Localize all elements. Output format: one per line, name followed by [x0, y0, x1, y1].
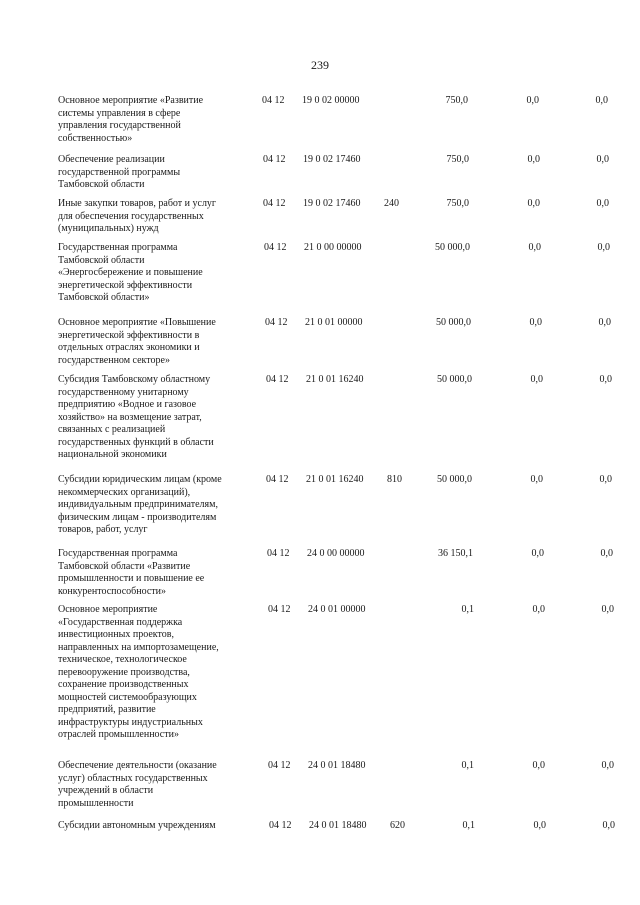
description-line: (муниципальных) нужд — [58, 223, 159, 234]
description-line: услуг) областных государственных — [58, 772, 208, 784]
amount-cell: 750,0 — [446, 154, 469, 165]
description-line: Субсидии юридическим лицам (кроме — [58, 474, 222, 485]
amount-cell: 36 150,1 — [438, 548, 473, 559]
target-article-code: 19 0 02 17460 — [303, 198, 361, 209]
section-code: 04 12 — [267, 548, 290, 559]
row-description — [58, 760, 258, 810]
description-line: государственному унитарному — [58, 386, 189, 398]
amount-cell-2: 0,0 — [533, 820, 546, 831]
description-line: товаров, работ, услуг — [58, 524, 148, 535]
amount-cell-3: 0,0 — [596, 154, 609, 165]
target-article-code: 24 0 00 00000 — [307, 548, 365, 559]
description-line: направленных на импортозамещение, — [58, 641, 219, 653]
amount-cell-3: 0,0 — [596, 198, 609, 209]
amount-cell: 50 000,0 — [437, 374, 472, 385]
section-code: 04 12 — [263, 154, 286, 165]
row-description — [58, 820, 258, 833]
description-line: отдельных отраслях экономики и — [58, 342, 200, 353]
description-line: предприятию «Водное и газовое — [58, 399, 197, 410]
section-code: 04 12 — [266, 474, 289, 485]
row-description — [58, 374, 258, 462]
section-code: 04 12 — [268, 760, 291, 771]
description-line: для обеспечения государственных — [58, 210, 204, 222]
description-line: Государственная программа — [58, 548, 178, 559]
description-line: Обеспечение деятельности (оказание — [58, 760, 217, 771]
row-description — [58, 474, 258, 537]
description-line: Тамбовской области «Развитие — [58, 560, 191, 572]
expense-type-code: 240 — [384, 198, 399, 209]
description-line: некоммерческих организаций), — [58, 486, 191, 498]
target-article-code: 21 0 01 16240 — [306, 474, 364, 485]
amount-cell-2: 0,0 — [526, 95, 539, 106]
amount-cell-2: 0,0 — [528, 242, 541, 253]
description-line: управления государственной — [58, 120, 181, 131]
amount-cell-2: 0,0 — [531, 548, 544, 559]
row-description — [58, 548, 258, 598]
description-line: собственностью» — [58, 132, 133, 144]
description-line: индивидуальным предпринимателям, — [58, 499, 218, 510]
description-line: Иные закупки товаров, работ и услуг — [58, 198, 217, 209]
amount-cell-2: 0,0 — [527, 154, 540, 165]
description-line: Субсидии автономным учреждениям — [58, 820, 216, 831]
description-line: инвестиционных проектов, — [58, 629, 174, 640]
description-line: связанных с реализацией — [58, 424, 166, 435]
row-description — [58, 242, 258, 305]
row-description — [58, 95, 258, 145]
row-description — [58, 317, 258, 367]
target-article-code: 19 0 02 17460 — [303, 154, 361, 165]
expense-type-code: 620 — [390, 820, 405, 831]
description-line: предприятий, развитие — [58, 704, 156, 715]
description-line: «Государственная поддержка — [58, 616, 183, 628]
amount-cell-2: 0,0 — [532, 760, 545, 771]
row-description — [58, 198, 258, 236]
section-code: 04 12 — [265, 317, 288, 328]
description-line: Государственная программа — [58, 242, 178, 253]
amount-cell: 750,0 — [446, 198, 469, 209]
description-line: Основное мероприятие «Развитие — [58, 95, 204, 106]
target-article-code: 24 0 01 00000 — [308, 604, 366, 615]
description-line: системы управления в сфере — [58, 107, 181, 119]
section-code: 04 12 — [262, 95, 285, 106]
section-code: 04 12 — [266, 374, 289, 385]
description-line: промышленности — [58, 797, 134, 809]
description-line: промышленности и повышение ее — [58, 573, 205, 584]
amount-cell: 50 000,0 — [437, 474, 472, 485]
description-line: энергетической эффективности в — [58, 329, 200, 341]
amount-cell-3: 0,0 — [601, 604, 614, 615]
description-line: национальной экономики — [58, 449, 167, 460]
target-article-code: 21 0 01 16240 — [306, 374, 364, 385]
description-line: отраслей промышленности» — [58, 729, 179, 740]
amount-cell: 0,1 — [461, 760, 474, 771]
description-line: сохранение производственных — [58, 679, 189, 690]
description-line: государственной программы — [58, 166, 181, 178]
target-article-code: 21 0 00 00000 — [304, 242, 362, 253]
amount-cell-3: 0,0 — [599, 474, 612, 485]
description-line: Тамбовской области — [58, 179, 145, 190]
description-line: государственном секторе» — [58, 354, 170, 366]
amount-cell: 0,1 — [462, 820, 475, 831]
amount-cell-2: 0,0 — [530, 374, 543, 385]
row-description — [58, 154, 258, 192]
description-line: мощностей системообразующих — [58, 691, 197, 703]
amount-cell-3: 0,0 — [595, 95, 608, 106]
section-code: 04 12 — [268, 604, 291, 615]
page-number: 239 — [311, 58, 329, 72]
description-line: Основное мероприятие — [58, 604, 158, 615]
amount-cell-3: 0,0 — [598, 317, 611, 328]
description-line: физическим лицам - производителям — [58, 511, 217, 523]
description-line: Обеспечение реализации — [58, 154, 165, 165]
target-article-code: 19 0 02 00000 — [302, 95, 360, 106]
target-article-code: 24 0 01 18480 — [308, 760, 366, 771]
description-line: энергетической эффективности — [58, 279, 193, 291]
row-description — [58, 604, 258, 742]
amount-cell-2: 0,0 — [529, 317, 542, 328]
description-line: инфраструктуры индустриальных — [58, 716, 203, 728]
amount-cell: 50 000,0 — [436, 317, 471, 328]
description-line: учреждений в области — [58, 785, 154, 796]
section-code: 04 12 — [269, 820, 292, 831]
amount-cell: 0,1 — [461, 604, 474, 615]
amount-cell-3: 0,0 — [599, 374, 612, 385]
expense-type-code: 810 — [387, 474, 402, 485]
description-line: «Энергосбережение и повышение — [58, 267, 203, 278]
amount-cell: 50 000,0 — [435, 242, 470, 253]
description-line: хозяйство» на возмещение затрат, — [58, 411, 202, 423]
description-line: Субсидия Тамбовскому областному — [58, 374, 211, 385]
description-line: Основное мероприятие «Повышение — [58, 317, 216, 328]
target-article-code: 21 0 01 00000 — [305, 317, 363, 328]
amount-cell-3: 0,0 — [600, 548, 613, 559]
amount-cell: 750,0 — [445, 95, 468, 106]
target-article-code: 24 0 01 18480 — [309, 820, 367, 831]
amount-cell-3: 0,0 — [601, 760, 614, 771]
description-line: Тамбовской области» — [58, 292, 150, 303]
section-code: 04 12 — [263, 198, 286, 209]
description-line: Тамбовской области — [58, 254, 145, 266]
section-code: 04 12 — [264, 242, 287, 253]
description-line: конкурентоспособности» — [58, 585, 167, 597]
amount-cell-2: 0,0 — [530, 474, 543, 485]
description-line: перевооружение производства, — [58, 666, 190, 678]
description-line: государственных функций в области — [58, 436, 214, 448]
description-line: техническое, технологическое — [58, 654, 187, 665]
amount-cell-3: 0,0 — [597, 242, 610, 253]
amount-cell-2: 0,0 — [532, 604, 545, 615]
amount-cell-3: 0,0 — [602, 820, 615, 831]
amount-cell-2: 0,0 — [527, 198, 540, 209]
